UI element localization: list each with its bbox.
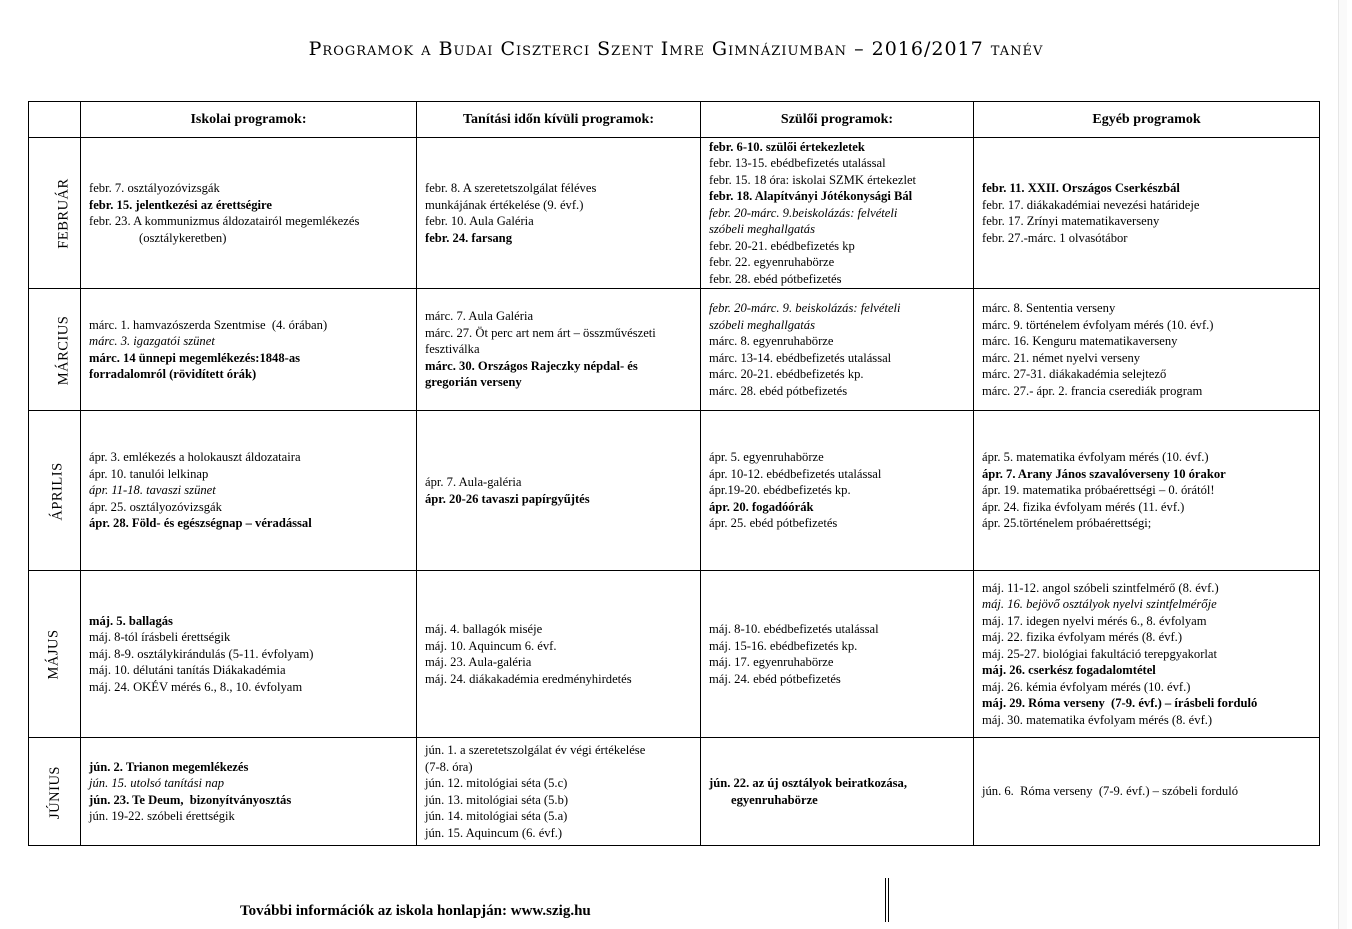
event-line: máj. 8-9. osztálykirándulás (5-11. évfolyam) — [89, 646, 314, 661]
event-line: szóbeli meghallgatás — [709, 317, 815, 332]
event-line: márc. 8. Sententia verseny — [982, 301, 1116, 315]
event-line: máj. 17. idegen nyelvi mérés 6., 8. évfolyam — [982, 613, 1207, 628]
event-line: máj. 8-tól írásbeli érettségik — [89, 630, 231, 645]
extracurricular-programs-cell — [417, 411, 701, 571]
extracurricular-programs-cell — [417, 138, 701, 289]
header-extracurricular-programs: Tanítási időn kívüli programok: — [417, 102, 701, 138]
event-line: márc. 27-31. diákakadémia selejtező — [982, 367, 1167, 381]
event-line: máj. 10. Aquincum 6. évf. — [425, 638, 557, 653]
event-line: márc. 27. Öt perc art nem árt – összművészeti — [425, 325, 656, 340]
event-line: máj. 30. matematika évfolyam mérés (8. évf.) — [982, 712, 1213, 727]
event-line: márc. 13-14. ebédbefizetés utalással — [709, 350, 892, 365]
event-line: jún. 12. mitológiai séta (5.c) — [425, 776, 568, 790]
event-line: máj. 23. Aula-galéria — [425, 655, 532, 669]
event-line: máj. 8-10. ebédbefizetés utalással — [709, 622, 879, 636]
event-line: febr. 24. farsang — [425, 230, 512, 245]
corner-cell — [29, 102, 81, 138]
event-line: máj. 17. egyenruhabörze — [709, 655, 834, 669]
event-line: ápr.19-20. ebédbefizetés kp. — [709, 483, 851, 498]
event-line: jún. 6. Róma verseny (7-9. évf.) – szóbeli forduló — [982, 784, 1239, 799]
event-line: máj. 26. kémia évfolyam mérés (10. évf.) — [982, 679, 1191, 694]
event-line: febr. 20-21. ebédbefizetés kp — [709, 238, 855, 253]
event-line: ápr. 5. egyenruhabörze — [709, 450, 824, 465]
extracurricular-programs-cell — [417, 289, 701, 411]
month-label: ÁPRILIS — [49, 461, 66, 521]
month-cell — [29, 411, 81, 571]
event-line: ápr. 20-26 tavaszi papírgyűjtés — [425, 491, 590, 506]
event-line: szóbeli meghallgatás — [709, 222, 815, 237]
event-line: febr. 15. jelentkezési az érettségire — [89, 197, 273, 212]
event-line: jún. 23. Te Deum, bizonyítványosztás — [89, 792, 292, 807]
month-cell — [29, 289, 81, 411]
event-line: máj. 26. cserkész fogadalomtétel — [982, 663, 1156, 678]
other-programs-cell — [974, 411, 1320, 571]
event-line: máj. 24. ebéd pótbefizetés — [709, 671, 841, 686]
event-line: ápr. 10-12. ebédbefizetés utalással — [709, 466, 882, 481]
month-label: MÁJUS — [45, 629, 62, 680]
event-line: márc. 20-21. ebédbefizetés kp. — [709, 367, 864, 381]
event-line: ápr. 10. tanulói lelkinap — [89, 466, 209, 481]
month-row — [29, 571, 1320, 738]
event-line: munkájának értékelése (9. évf.) — [425, 197, 584, 212]
event-line: márc. 3. igazgatói szünet — [89, 334, 215, 348]
event-line: febr. 10. Aula Galéria — [425, 214, 534, 228]
parent-programs-cell — [701, 411, 974, 571]
month-cell — [29, 138, 81, 289]
event-line: jún. 1. a szeretetszolgálat év végi értékelése — [425, 743, 646, 757]
school-programs-cell — [81, 571, 417, 738]
event-line: ápr. 19. matematika próbaérettségi – 0. órától! — [982, 483, 1215, 498]
month-cell — [29, 738, 81, 846]
month-row — [29, 738, 1320, 846]
event-line: febr. 20-márc. 9.beiskolázás: felvételi — [709, 205, 898, 220]
header-school-programs: Iskolai programok: — [81, 102, 417, 138]
event-line: jún. 14. mitológiai séta (5.a) — [425, 809, 568, 823]
event-line: máj. 29. Róma verseny (7-9. évf.) – írásbeli forduló — [982, 696, 1258, 711]
parent-programs-cell — [701, 138, 974, 289]
footer-info: További információk az iskola honlapján: www.szig.hu — [240, 903, 591, 919]
month-cell — [29, 571, 81, 738]
event-line: máj. 16. bejövő osztályok nyelvi szintfelmérője — [982, 597, 1217, 612]
event-line: febr. 13-15. ebédbefizetés utalással — [709, 156, 886, 171]
event-line: jún. 13. mitológiai séta (5.b) — [425, 792, 569, 807]
parent-programs-cell — [701, 571, 974, 738]
page-title: Programok a Budai Ciszterci Szent Imre Gimnáziumban – 2016/2017 tanév — [308, 38, 1044, 60]
event-line: febr. 6-10. szülői értekezletek — [709, 139, 865, 154]
event-line: febr. 22. egyenruhabörze — [709, 255, 835, 270]
event-line: ápr. 24. fizika évfolyam mérés (11. évf.) — [982, 499, 1185, 514]
header-parent-programs: Szülői programok: — [701, 102, 974, 138]
event-line: márc. 28. ebéd pótbefizetés — [709, 383, 848, 398]
event-line: ápr. 7. Arany János szavalóverseny 10 órakor — [982, 466, 1226, 481]
event-line: máj. 24. diákakadémia eredményhirdetés — [425, 671, 632, 686]
event-line: márc. 1. hamvazószerda Szentmise (4. órában) — [89, 317, 328, 332]
month-row — [29, 138, 1320, 289]
event-line: jún. 15. utolsó tanítási nap — [89, 776, 225, 790]
event-line: jún. 22. az új osztályok beiratkozása, — [709, 776, 908, 790]
other-programs-cell — [974, 738, 1320, 846]
event-line: jún. 2. Trianon megemlékezés — [89, 759, 249, 774]
event-line: máj. 4. ballagók miséje — [425, 622, 543, 636]
event-line: febr. 11. XXII. Országos Cserkészbál — [982, 181, 1180, 195]
event-line: márc. 9. történelem évfolyam mérés (10. évf.) — [982, 317, 1214, 332]
event-line: máj. 24. OKÉV mérés 6., 8., 10. évfolyam — [89, 679, 303, 694]
event-line: ápr. 25.történelem próbaérettségi; — [982, 516, 1152, 531]
event-line: máj. 25-27. biológiai fakultáció terepgyakorlat — [982, 646, 1218, 661]
event-line: ápr. 25. ebéd pótbefizetés — [709, 516, 838, 531]
event-line: febr. 15. 18 óra: iskolai SZMK értekezlet — [709, 172, 917, 187]
event-line: ápr. 25. osztályozóvizsgák — [89, 499, 222, 514]
event-line: febr. 18. Alapítványi Jótékonysági Bál — [709, 189, 913, 204]
event-line: febr. 7. osztályozóvizsgák — [89, 181, 220, 195]
event-line: febr. 20-márc. 9. beiskolázás: felvételi — [709, 301, 901, 315]
divider-line — [885, 878, 886, 922]
event-line: márc. 7. Aula Galéria — [425, 309, 534, 324]
school-programs-cell — [81, 138, 417, 289]
event-line: máj. 5. ballagás — [89, 613, 173, 628]
event-line: jún. 19-22. szóbeli érettségik — [89, 809, 235, 823]
other-programs-cell — [974, 571, 1320, 738]
event-line: márc. 16. Kenguru matematikaverseny — [982, 334, 1178, 348]
extracurricular-programs-cell — [417, 571, 701, 738]
event-line: fesztiválka — [425, 342, 480, 357]
event-line: ápr. 3. emlékezés a holokauszt áldozataira — [89, 450, 301, 465]
other-programs-cell — [974, 138, 1320, 289]
event-line: egyenruhabörze — [731, 792, 818, 807]
event-line: márc. 14 ünnepi megemlékezés:1848-as — [89, 350, 301, 365]
event-line: febr. 17. diákakadémiai nevezési határideje — [982, 197, 1200, 212]
month-label: MÁRCIUS — [55, 315, 72, 385]
event-line: márc. 30. Országos Rajeczky népdal- és — [425, 358, 638, 373]
other-programs-cell — [974, 289, 1320, 411]
program-table — [28, 101, 1320, 846]
month-label: JÚNIUS — [46, 765, 63, 819]
event-line: máj. 11-12. angol szóbeli szintfelmérő (8. évf.) — [982, 580, 1219, 595]
event-line: ápr. 11-18. tavaszi szünet — [89, 483, 216, 498]
event-line: (osztálykeretben) — [139, 230, 227, 245]
event-line: ápr. 28. Föld- és egészségnap – véradással — [89, 516, 312, 531]
month-row — [29, 411, 1320, 571]
header-row — [29, 102, 1320, 138]
event-line: márc. 21. német nyelvi verseny — [982, 350, 1141, 365]
event-line: febr. 8. A szeretetszolgálat féléves — [425, 181, 597, 195]
event-line: ápr. 5. matematika évfolyam mérés (10. évf.) — [982, 450, 1209, 465]
event-line: ápr. 20. fogadóórák — [709, 499, 814, 514]
parent-programs-cell — [701, 738, 974, 846]
school-programs-cell — [81, 411, 417, 571]
school-programs-cell — [81, 738, 417, 846]
event-line: ápr. 7. Aula-galéria — [425, 475, 522, 489]
school-programs-cell — [81, 289, 417, 411]
event-line: márc. 8. egyenruhabörze — [709, 334, 834, 348]
header-other-programs: Egyéb programok — [974, 102, 1320, 138]
event-line: máj. 10. délutáni tanítás Diákakadémia — [89, 663, 286, 678]
event-line: jún. 15. Aquincum (6. évf.) — [425, 825, 563, 840]
event-line: máj. 15-16. ebédbefizetés kp. — [709, 638, 858, 653]
event-line: gregorián verseny — [425, 375, 522, 390]
event-line: febr. 23. A kommunizmus áldozatairól megemlékezés — [89, 214, 360, 228]
event-line: (7-8. óra) — [425, 759, 473, 774]
month-label: FEBRUÁR — [55, 178, 72, 249]
event-line: forradalomról (rövidített órák) — [89, 367, 257, 381]
event-line: febr. 27.-márc. 1 olvasótábor — [982, 230, 1128, 245]
scrollbar[interactable] — [1338, 0, 1347, 929]
extracurricular-programs-cell — [417, 738, 701, 846]
program-table-body — [29, 138, 1320, 846]
event-line: febr. 17. Zrínyi matematikaverseny — [982, 214, 1160, 228]
divider-line — [888, 878, 889, 922]
event-line: márc. 27.- ápr. 2. francia cserediák program — [982, 383, 1203, 398]
parent-programs-cell — [701, 289, 974, 411]
event-line: máj. 22. fizika évfolyam mérés (8. évf.) — [982, 630, 1183, 645]
event-line: febr. 28. ebéd pótbefizetés — [709, 271, 842, 286]
month-row — [29, 289, 1320, 411]
